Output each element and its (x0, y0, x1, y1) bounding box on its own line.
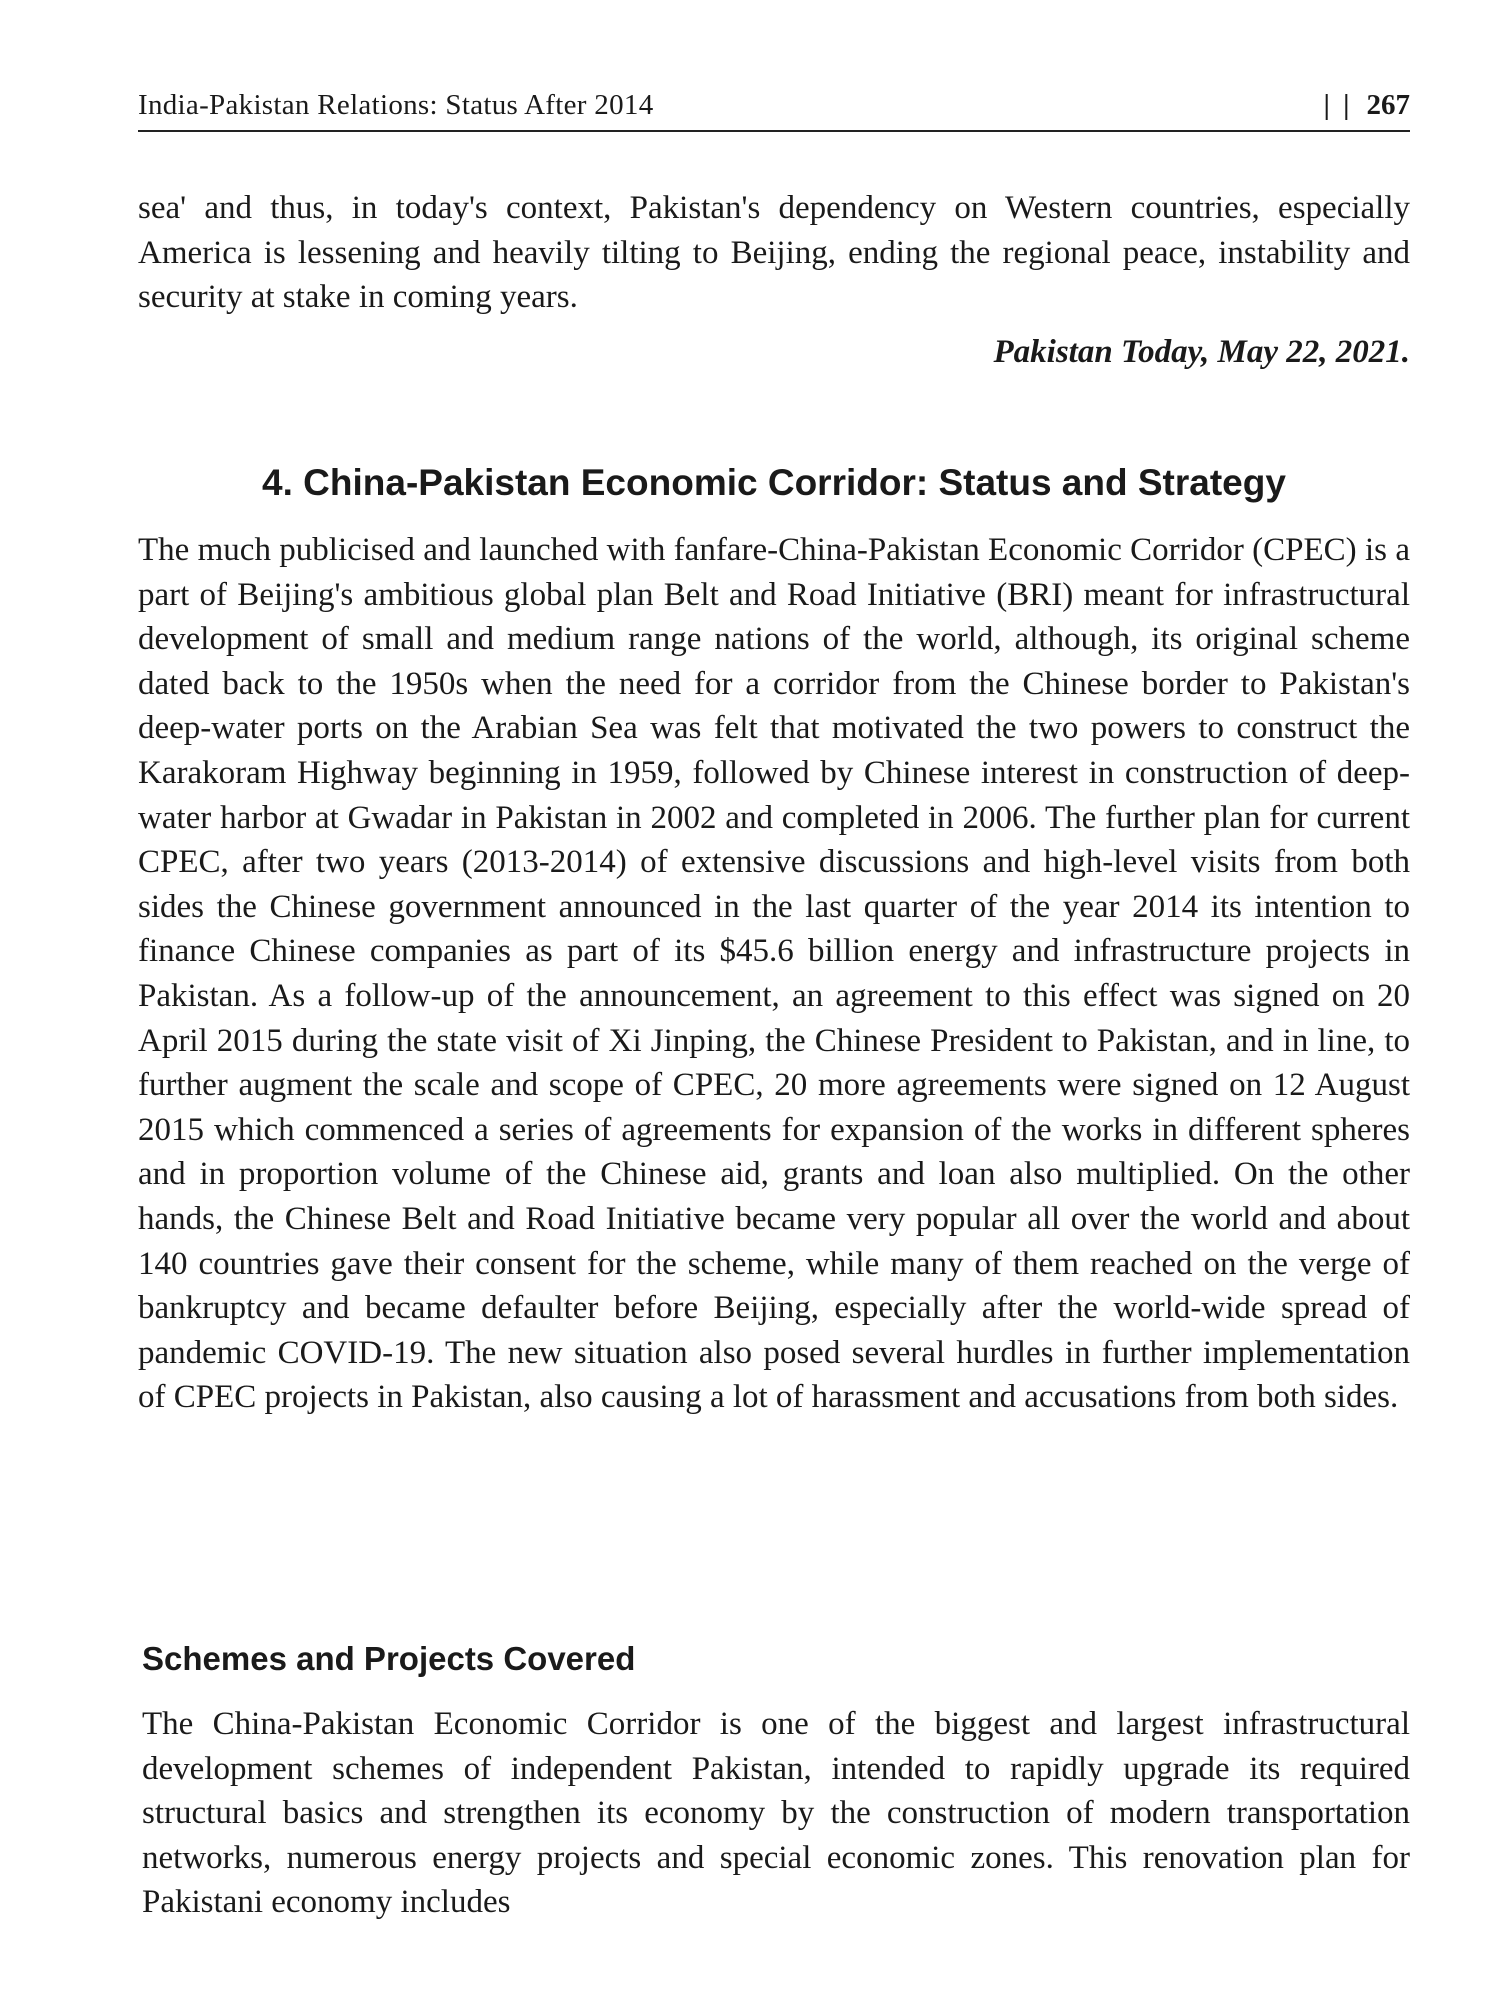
page-number-block (1323, 89, 1410, 122)
running-title: India-Pakistan Relations: Status After 2014 (138, 89, 654, 121)
running-header (138, 82, 1410, 132)
header-separator: | | (1323, 89, 1353, 121)
page-number: 267 (1366, 89, 1410, 121)
section-paragraph: The much publicised and launched with fanfare-China-Pakistan Economic Corridor (CPEC) is a part of Beijing's ambitious global plan Belt and Road Initiative (BRI) meant for infrastructural development of small and medium range nations of the world, although, its original scheme dated back to the 1950s when the need for a corridor from the Chinese border to Pakistan's deep-water ports on the Arabian Sea was felt that motivated the two powers to construct the Karakoram Highway beginning in 1959, followed by Chinese interest in construction of deep-water harbor at Gwadar in Pakistan in 2002 and completed in 2006. The further plan for current CPEC, after two years (2013-2014) of extensive discussions and high-level visits from both sides the Chinese government announced in the last quarter of the year 2014 its intention to finance Chinese companies as part of its $45.6 billion energy and infrastructure projects in Pakistan. As a follow-up of the announcement, an agreement to this effect was signed on 20 April 2015 during the state visit of Xi Jinping, the Chinese President to Pakistan, and in line, to further augment the scale and scope of CPEC, 20 more agreements were signed on 12 August 2015 which commenced a series of agreements for expansion of the works in different spheres and in proportion volume of the Chinese aid, grants and loan also multiplied. On the other hands, the Chinese Belt and Road Initiative became very popular all over the world and about 140 countries gave their consent for the scheme, while many of them reached on the verge of bankruptcy and became defaulter before Beijing, especially after the world-wide spread of pandemic COVID-19. The new situation also posed several hurdles in further implementation of CPEC projects in Pakistan, also causing a lot of harassment and accusations from both sides. (138, 532, 1410, 1416)
section-heading: 4. China-Pakistan Economic Corridor: Status and Strategy (262, 462, 1286, 503)
source-citation: Pakistan Today, May 22, 2021. (993, 334, 1410, 370)
subsection-paragraph: The China-Pakistan Economic Corridor is one of the biggest and largest infrastructural development schemes of independent Pakistan, intended to rapidly upgrade its required structural basics and strengthen its economy by the construction of modern transportation networks, numerous energy projects and special economic zones. This renovation plan for Pakistani economy includes (142, 1706, 1410, 1921)
intro-paragraph: sea' and thus, in today's context, Pakistan's dependency on Western countries, especially America is lessening and heavily tilting to Beijing, ending the regional peace, instability and security at stake in coming years. (138, 190, 1410, 316)
subsection-heading: Schemes and Projects Covered (142, 1640, 636, 1677)
